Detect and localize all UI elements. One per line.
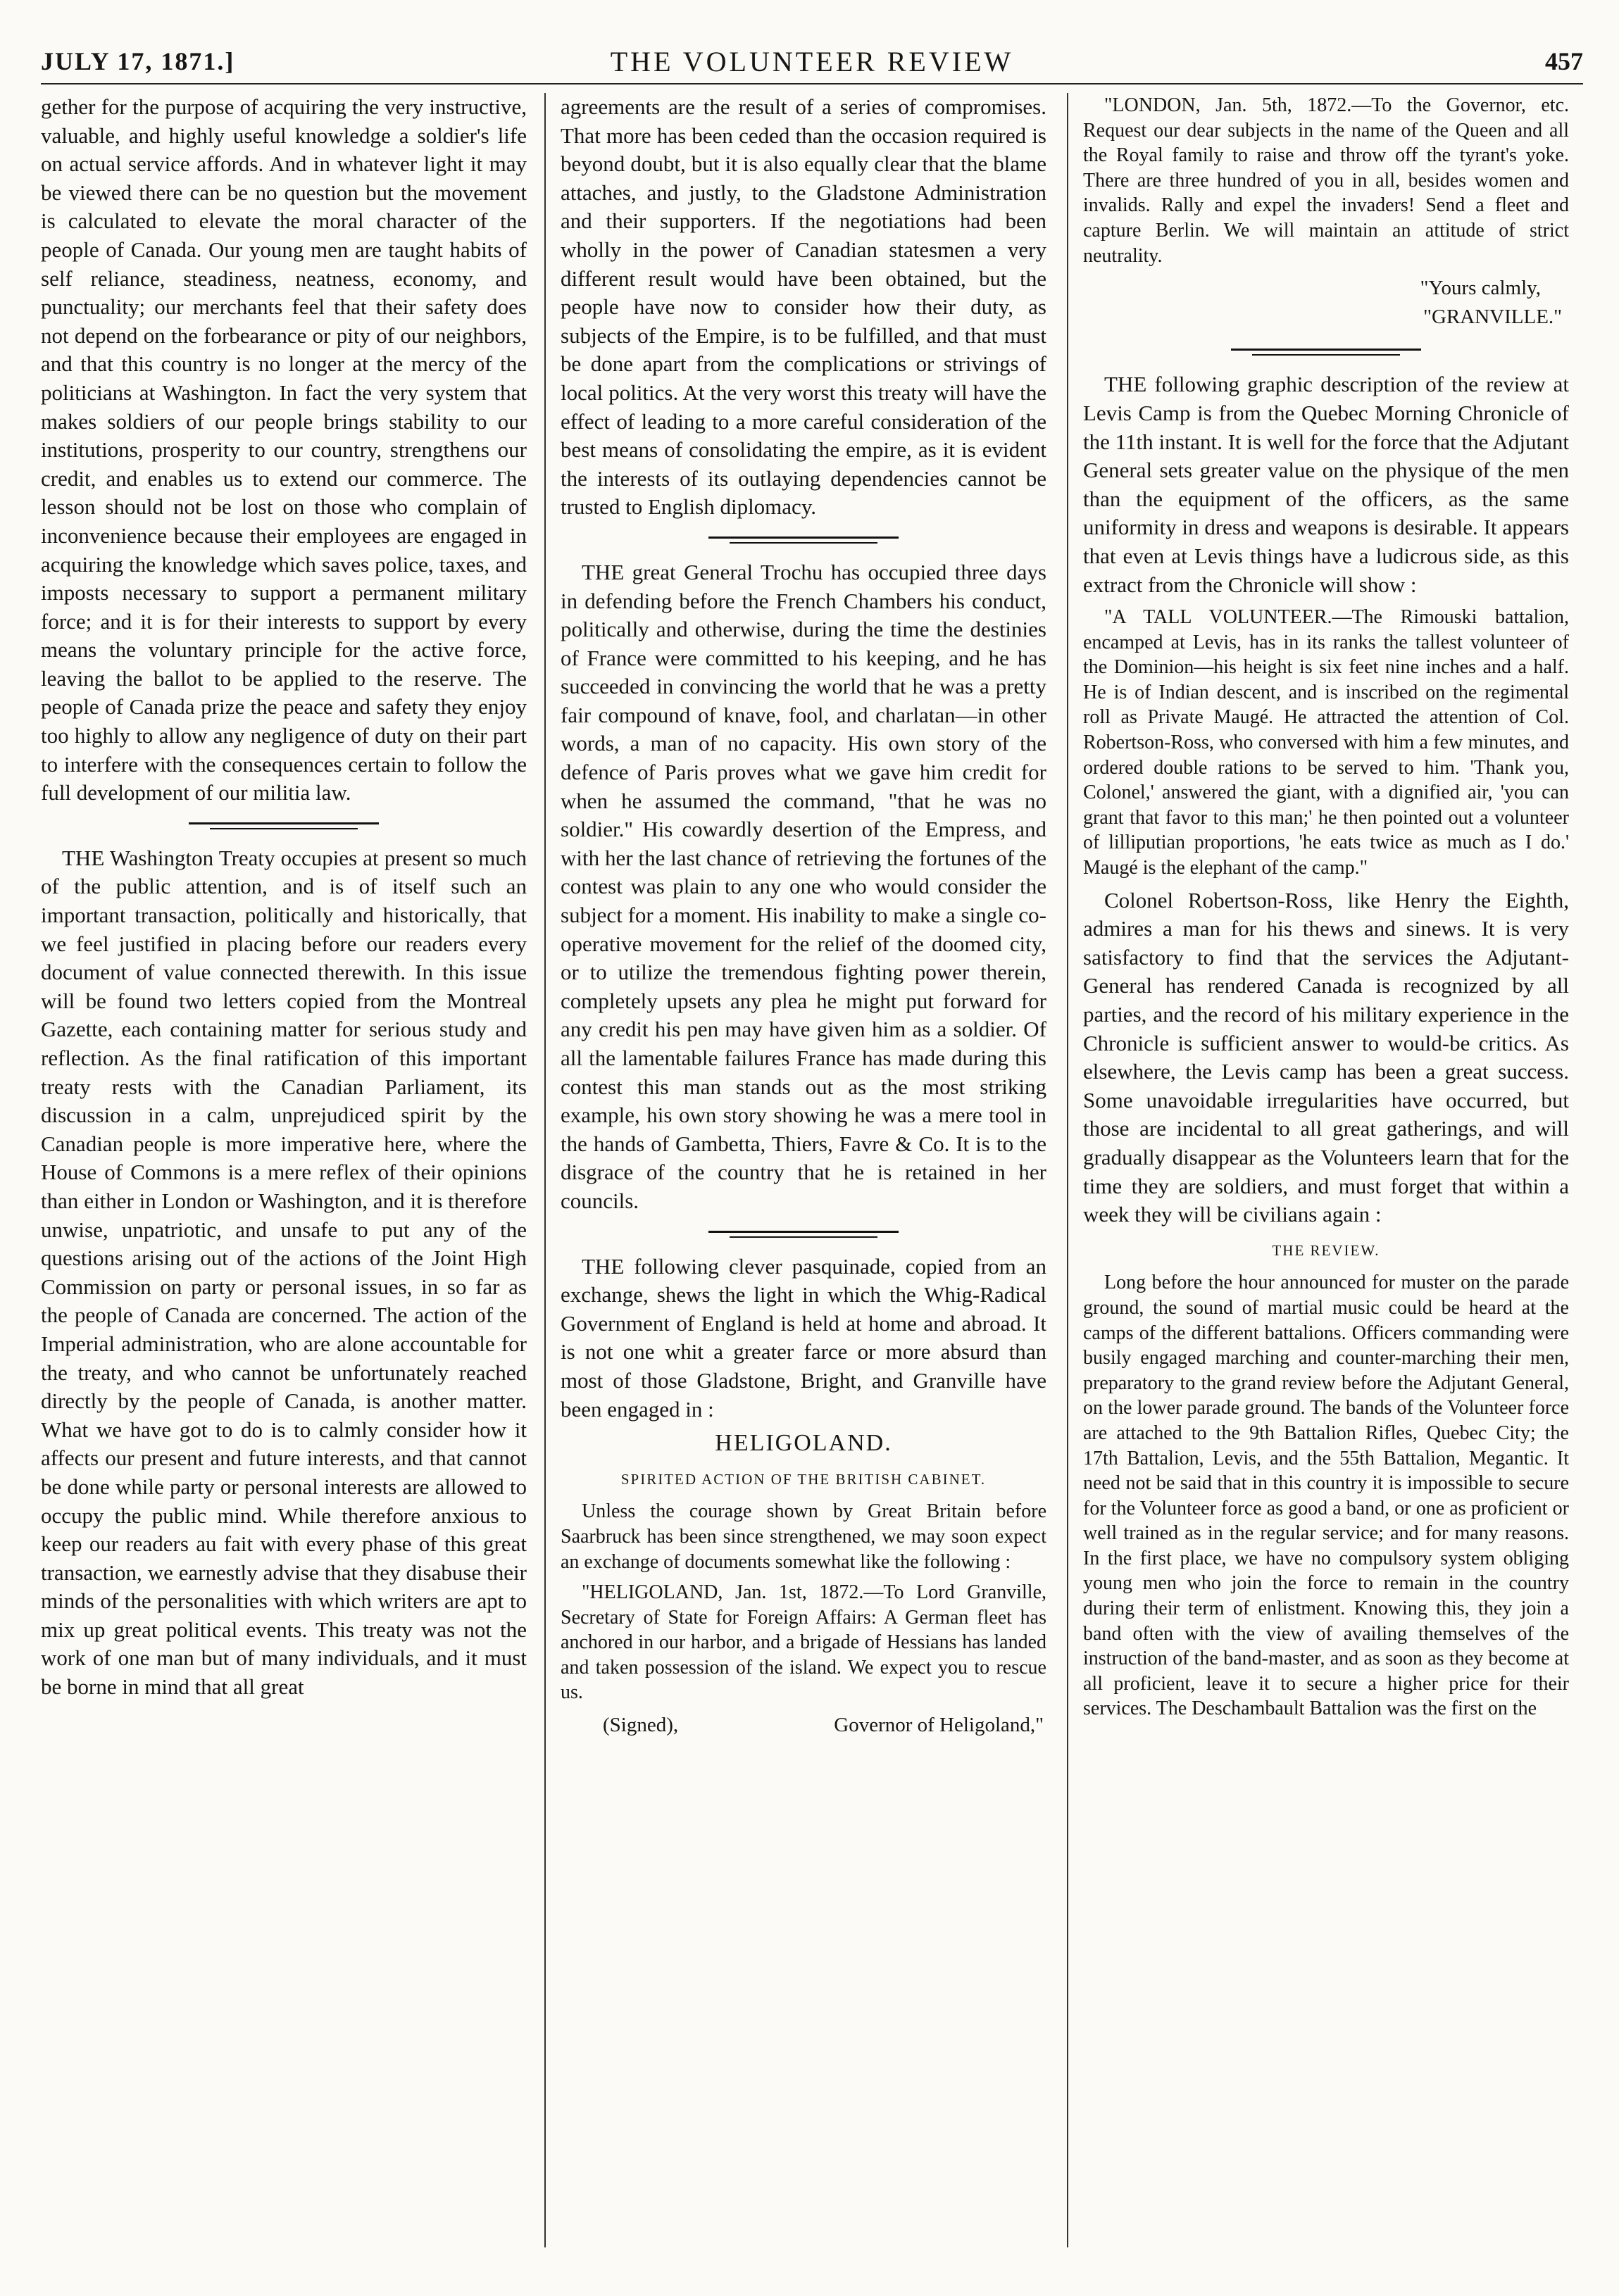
section-separator (41, 813, 527, 837)
article-heading: THE REVIEW. (1272, 1241, 1380, 1259)
letter-closing: "Yours calmly, (1420, 277, 1541, 300)
article-paragraph: THE Washington Treaty occupies at present so much of the public attention, and is of itself such an important transaction, politically and historically, that we feel justified in placing before our readers every document of value connected therewith. In this issue will be found two letters copied from the Montreal Gazette, each containing matter for serious study and reflection. As the final ratification of this important treaty rests with the Canadian Parliament, its discussion in a calm, unprejudiced spirit by the Canadian people is more imperative here, where the House of Commons is a mere reflex of their opinions than either in London or Washington, and it is therefore unwise, unpatriotic, and unsafe to put any of the questions arising out of the actions of the Joint High Commission on party or personal issues, in so far as the people of Canada are concerned. The action of the Imperial administration, who are alone accountable for the treaty, and who cannot be unfortunately reached directly by the people of Canada, is another matter. What we have got to do is to calmly consider how it affects our present and future interests, and that cannot be done while party or personal interests are allowed to occupy the public mind. While therefore anxious to keep our readers au fait with every phase of this great transaction, we earnestly advise that they disabuse their minds of the personalities with which writers are apt to mix up great political events. This treaty was not the work of one man but of many individuals, and it must be borne in mind that all great (41, 845, 527, 1700)
article-paragraph: THE following clever pasquinade, copied from an exchange, shews the light in which the Whig-Radical Government of England is held at home and abroad. It is not one whit a greater farce or more absurd than most of those Gladstone, Bright, and Granville have been engaged in : (561, 1253, 1046, 1422)
article-paragraph: agreements are the result of a series of compromises. That more has been ceded than the occasion required is beyond doubt, but it is also equally clear that the blame attaches, and justly, to the Gladstone Administration and their supporters. If the negotiations had been wholly in the power of Canadian statesmen a very different result would have been obtained, but the people have now to consider how their duty, as subjects of the Empire, is to be fulfilled, and that must be done apart from the complications or strivings of local politics. At the very worst this treaty will have the effect of leading to a more careful consideration of the best means of consolidating the empire, as it is evident the interests of its outlaying dependencies cannot be trusted to English diplomacy. (561, 94, 1046, 520)
article-heading: HELIGOLAND. (715, 1430, 892, 1457)
article-paragraph: THE following graphic description of the review at Levis Camp is from the Quebec Morning Chronicle of the 11th instant. It is well for the force that the Adjutant General sets greater value on the physique of the men than the equipment of the officers, as the same uniformity in dress and weapons is desirable. It appears that even at Levis things have a ludicrous side, as this extract from the Chronicle will show : (1083, 372, 1569, 597)
header-rule (41, 83, 1583, 84)
masthead (41, 44, 1583, 83)
article-paragraph: THE great General Trochu has occupied three days in defending before the French Chambers his conduct, politically and otherwise, during the time the destinies of France were committed to his keeping, and he has succeeded in convincing the world that he was a pretty fair compound of knave, fool, and charlatan—in other words, a man of no capacity. His own story of the defence of Paris proves what we gave him credit for when he assumed the command, "that he was no soldier." His cowardly desertion of the Empress, and with her the last chance of retrieving the fortunes of the contest was plain to any one who would consider the subject for a moment. His inability to make a single co-operative movement for the relief of the doomed city, or to utilize the tremendous fighting power therein, completely upsets any plea he might put forward for any credit his pen may have given him as a soldier. Of all the lamentable failures France has made during this contest this man stands out as the most striking example, his own story showing he was a mere tool in the hands of Gambetta, Thiers, Favre & Co. It is to the disgrace of the country that he is retained in her councils. (561, 559, 1046, 1213)
newspaper-title: THE VOLUNTEER REVIEW (610, 46, 1014, 77)
section-separator (1083, 339, 1569, 363)
column-3 (1083, 93, 1569, 2240)
quoted-extract: "A TALL VOLUNTEER.—The Rimouski battalion, encamped at Levis, has in its ranks the tallest volunteer of the Dominion—his height is six feet nine inches and a half. He is of Indian descent, and is inscribed on the regimental roll as Private Maugé. He attracted the attention of Col. Robertson-Ross, who conversed with him a few minutes, and ordered double rations to be served to him. 'Thank you, Colonel,' answered the giant, with a dignified air, 'you can grant that favor to this man;' he then pointed out a volunteer of lilliputian proportions, 'he eats twice as much as I do.' Maugé is the elephant of the camp." (1083, 606, 1569, 879)
issue-date: JULY 17, 1871.] (41, 47, 235, 75)
letter-signature (561, 1711, 1046, 1740)
column-1 (41, 93, 527, 2240)
article-paragraph: gether for the purpose of acquiring the very instructive, valuable, and highly useful knowledge a soldier's life on actual service affords. And in whatever light it may be viewed there can be no question but the movement is calculated to elevate the moral character of the people of Canada. Our young men are taught habits of self reliance, steadiness, neatness, economy, and punctuality; our merchants feel that their safety does not depend on the forbearance or pity of our neighbors, and that this country is no longer at the mercy of the politicians at Washington. In fact the very system that makes soldiers of our people brings stability to our institutions, prosperity to our country, strengthens our credit, and enables us to extend our commerce. The lesson should not be lost on those who complain of inconvenience because their employees are engaged in acquiring the knowledge which saves police, taxes, and imposts necessary to support a permanent military force; and it is for their interests to support by every means the voluntary principle for the active force, leaving the ballot to be applied to the reserve. The people of Canada prize the peace and safety they enjoy too highly to allow any negligence of duty on their part to interfere with the consequences certain to follow the full development of our militia law. (41, 94, 527, 805)
column-divider (544, 93, 546, 2247)
column-2 (561, 93, 1046, 2240)
article-paragraph: Long before the hour announced for muster on the parade ground, the sound of martial music could be heard at the camps of the different battalions. Officers commanding were busily engaged marching and counter-marching their men, preparatory to the grand review before the Adjutant General, on the lower parade ground. The bands of the Volunteer force are attached to the 9th Battalion Rifles, Quebec City; the 17th Battalion, Levis, and the 55th Battalion, Megantic. It need not be said that in this country it is impossible to secure for the Volunteer force as good a band, or one as proficient or well trained as in the regular service; and for many reasons. In the first place, we have no compulsory system obliging young men who join the force to remain in the country during their term of enlistment. Knowing this, they join a band often with the view of availing themselves of the instruction of the band-master, and as soon as they become at all proficient, leave it to secure a higher price for their services. The Deschambault Battalion was the first on the (1083, 1272, 1569, 1720)
quoted-letter: "LONDON, Jan. 5th, 1872.—To the Governor, etc. Request our dear subjects in the name of the Queen and all the Royal family to raise and throw off the tyrant's yoke. There are three hundred of you in all, besides women and invalids. Rally and expel the invaders! Send a fleet and capture Berlin. We will maintain an attitude of strict neutrality. (1083, 94, 1569, 267)
column-divider (1067, 93, 1068, 2247)
article-paragraph: Colonel Robertson-Ross, like Henry the Eighth, admires a man for his thews and sinews. It is very satisfactory to find that the services the Adjutant-General has rendered Canada is recognized by all parties, and the record of his military experience in the Chronicle is sufficient answer to would-be critics. As elsewhere, the Levis camp has been a great success. Some unavoidable irregularities have occurred, but those are incidental to all great gatherings, and will gradually disappear as the Volunteers learn that for the time they are soldiers, and must forget that within a week they will be civilians again : (1083, 887, 1569, 1227)
page-number: 457 (1545, 47, 1583, 75)
quoted-letter: "HELIGOLAND, Jan. 1st, 1872.—To Lord Granville, Secretary of State for Foreign Affairs: A German fleet has anchored in our harbor, and a brigade of Hessians has landed and taken possession of the island. We expect you to rescue us. (561, 1581, 1046, 1704)
article-subheading: SPIRITED ACTION OF THE BRITISH CABINET. (620, 1470, 987, 1488)
signatory: Governor of Heligoland," (834, 1714, 1044, 1737)
section-separator (561, 1222, 1046, 1246)
article-paragraph: Unless the courage shown by Great Britain before Saarbruck has been since strengthened, we may soon expect an exchange of documents somewhat like the following : (561, 1500, 1046, 1573)
section-separator (561, 527, 1046, 551)
letter-signatory: "GRANVILLE." (1423, 305, 1562, 328)
signed-label: (Signed), (603, 1714, 679, 1737)
